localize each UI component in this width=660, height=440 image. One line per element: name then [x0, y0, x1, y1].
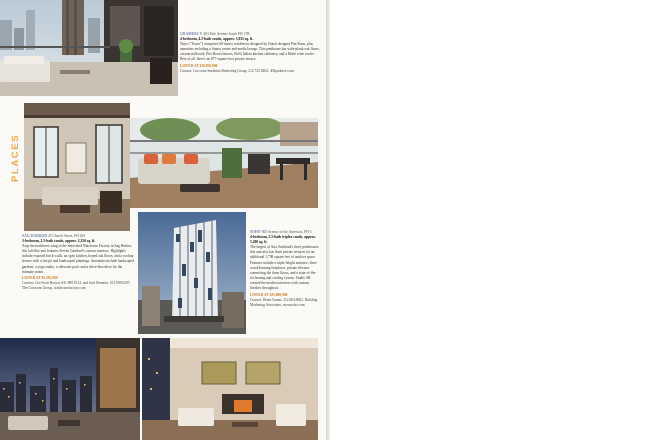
- listing-specs: 4-bedroom, 5.5-bath triplex condo, approx. 5,200 sq. ft.: [250, 235, 316, 245]
- listing-address: 565 Avenue of the Americas, PH 6: [261, 230, 312, 234]
- listing-caption-gramercy: [180, 32, 320, 74]
- listing-specs: 4-bedroom, 4.5-bath condo, approx. 3,035 sq. ft.: [180, 37, 254, 42]
- listing-location: GRAMERCY: [180, 32, 203, 36]
- magazine-page: [0, 0, 328, 440]
- tower-illustration: [138, 212, 246, 334]
- listing-description: Atop the northwest wing of the renovated Watchcase Factory in Sag Harbor, this loft-like unit features Steven Gambrel's custom interiors. Highlights include exposed brick walls, an open kitchen, honed oak floors, and a rooftop terrace with a fire pit and landscaped plantings. Amenities include landscaped gardens, a yoga studio, a saltwater pool, and a drive-thru drive for the intimate steam.: [22, 244, 134, 274]
- listing-caption-soho: [250, 230, 320, 308]
- listing-location: SOHO: [250, 230, 261, 234]
- deck-illustration: [130, 118, 318, 208]
- listing-specs: 3-bedroom, 2.5-bath condo, approx. 2,250 sq. ft.: [22, 239, 96, 244]
- photo-tower: [138, 212, 246, 334]
- living-fireplace-illustration: [142, 338, 318, 440]
- section-label: PLACES: [10, 133, 21, 182]
- listing-contact: Contact: Cee Scott Brown, 631.899.0114, and Jack Pinsmin, 631.899.0207, The Corcoran Group, watchcasefactory.com: [22, 281, 131, 291]
- photo-living-fireplace: [142, 338, 318, 440]
- photo-night-terrace: [0, 338, 140, 440]
- listing-address: 25 Church Street, PH 208: [47, 234, 86, 238]
- living-room-illustration: [24, 103, 130, 231]
- listing-price: LISTED AT $10,950,000: [180, 64, 218, 69]
- listing-contact: Contact: Corcoran Sunshine Marketing Group, 212.725.0404, 404parkave.com: [180, 69, 294, 74]
- photo-terrace-top: [0, 0, 178, 96]
- terrace-top-illustration: [0, 0, 178, 96]
- listing-contact: Contact: Brian Turner, 212.804.8062, Building Marketing Associates, averasoho.com: [250, 297, 318, 307]
- page-spine: [326, 0, 330, 440]
- page-folio: 128 NEWYORKSPACES.COM: [6, 430, 62, 434]
- listing-description: Nuys ("Tower") comprises 68 luxury residences designed by Dutch designer Piet Boon, plus amenities including a fitness center and media lounge. This penthouse has wide-plank oak floors, custom millwork, Piet Boon fixtures, Boffi Italian kitchen cabinetry, and a Miele wine cooler. Best of all, there's an 877-square-foot private terrace.: [180, 42, 320, 62]
- night-terrace-illustration: [0, 338, 140, 440]
- photo-deck: [130, 118, 318, 208]
- listing-caption-sag-harbor: [22, 234, 134, 292]
- listing-location: SAG HARBOR: [22, 234, 48, 238]
- listing-price: LISTED AT $25,000,000: [250, 292, 288, 297]
- listing-address: 404 Park Avenue South PH 17B: [203, 32, 250, 36]
- listing-price: LISTED AT $5,395,000: [22, 276, 58, 281]
- listing-description: The largest of Aria Soulistad's three penthouses, this unit also has three private terraces for an additional 1,798 square feet of outdoor space. Features include a triple-height entrance, three wood-burning fireplaces, private elevator connecting the three floors, and a state-of-the-art heating and cooling system. Studio SB created the modern interiors with custom finishes throughout.: [250, 245, 320, 291]
- photo-living-room: [24, 103, 130, 231]
